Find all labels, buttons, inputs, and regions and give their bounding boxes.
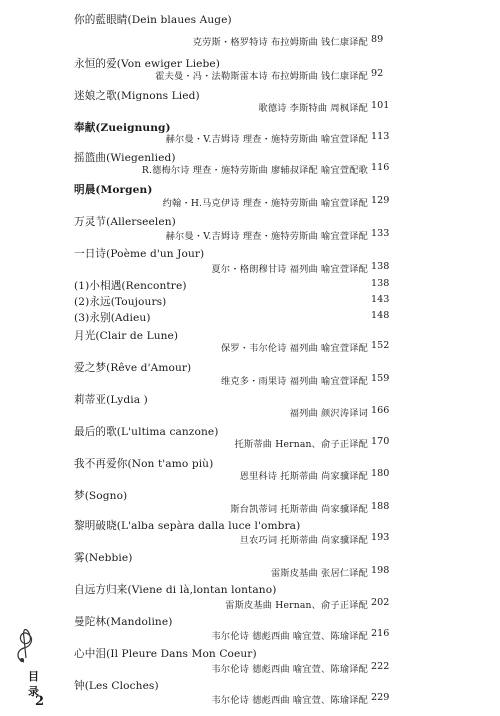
toc-entry-credit: 赫尔曼・V.吉姆诗 理查・施特劳斯曲 喻宜萱译配 [165,231,368,242]
toc-entry-page-number: 216 [371,628,390,639]
toc-entry-page-number: 92 [371,68,384,79]
toc-entry-title: 雾(Nebbie) [74,552,133,564]
toc-entry-page-number: 222 [371,661,390,672]
toc-entry-title: (3)永别(Adieu) [74,312,151,324]
toc-entry-credit: 福列曲 颜沢涛译词 [289,408,368,419]
toc-entry-page-number: 188 [371,501,390,512]
toc-entry-credit: 保罗・韦尔伦诗 福列曲 喻宜萱译配 [220,343,368,354]
toc-entry-credit: 霍夫曼・冯・法勒斯雷本诗 布拉姆斯曲 钱仁康译配 [155,71,368,82]
toc-entry-page-number: 129 [371,195,390,206]
page-number: 2 [35,694,45,709]
toc-entry-credit: 约翰・H.马克伊诗 理查・施特劳斯曲 喻宜萱译配 [162,198,368,209]
toc-entry-title: 梦(Sogno) [74,490,128,502]
toc-entry-title: 莉蒂亚(Lydia ) [74,394,148,406]
toc-entry-credit: 赫尔曼・V.吉姆诗 理查・施特劳斯曲 喻宜萱译配 [165,134,368,145]
toc-entry-credit: 旦农巧词 托斯蒂曲 尚家骥译配 [239,535,368,546]
toc-entry-page-number: 152 [371,340,390,351]
toc-entry-page-number: 101 [371,100,390,111]
toc-entry-page-number: 198 [371,565,390,576]
toc-entry-credit: 恩里科诗 托斯蒂曲 尚家骥译配 [239,471,368,482]
toc-entry-credit: R.德梅尔诗 理查・施特劳斯曲 廖辅叔译配 喻宜萱配歌 [141,165,368,176]
toc-entry-credit: 托斯蒂曲 Hernan、俞子正译配 [234,439,368,450]
toc-entry-credit: 韦尔伦诗 德彪西曲 喻宜萱、陈瑜译配 [211,631,368,642]
toc-entry-credit: 雷斯皮基曲 Hernan、俞子正译配 [225,600,368,611]
toc-entry-credit: 夏尔・格朗穆甘诗 福列曲 喻宜萱译配 [211,264,368,275]
toc-entry-page-number: 193 [371,532,390,543]
toc-entry-title: 奉献(Zueignung) [74,122,171,134]
toc-entry-title: (2)永远(Toujours) [74,296,167,308]
toc-entry-title: 自远方归来(Viene di là,lontan lontano) [74,584,277,596]
toc-entry-page-number: 159 [371,373,390,384]
toc-entry-credit: 韦尔伦诗 德彪西曲 喻宜萱、陈瑜译配 [211,695,368,706]
toc-entry-page-number: 138 [371,261,390,272]
toc-entry-page-number: 143 [371,294,390,305]
toc-entry-title: (1)小相遇(Rencontre) [74,280,187,292]
toc-entry-page-number: 89 [371,34,384,45]
toc-entry-page-number: 133 [371,228,390,239]
toc-entry-title: 曼陀林(Mandoline) [74,616,173,628]
toc-entry-credit: 歌德诗 李斯特曲 周枫译配 [258,103,368,114]
toc-entry-credit: 斯台凯蒂词 托斯蒂曲 尚家骥译配 [230,504,368,515]
toc-entry-page-number: 170 [371,436,390,447]
toc-entry-page-number: 166 [371,405,390,416]
toc-entry-credit: 雷斯皮基曲 张居仁译配 [271,568,368,579]
toc-entry-credit: 维克多・雨果诗 福列曲 喻宜萱译配 [220,376,368,387]
toc-entry-title: 永恒的爱(Von ewiger Liebe) [74,58,221,70]
toc-entry-title: 我不再爱你(Non t'amo più) [74,458,214,470]
toc-entry-title: 黎明破晓(L'alba sepàra dalla luce l'ombra) [74,520,301,532]
toc-entry-page-number: 180 [371,468,390,479]
toc-entry-page-number: 202 [371,597,390,608]
toc-entry-title: 摇篮曲(Wiegenlied) [74,152,176,164]
toc-entry-title: 迷娘之歌(Mignons Lied) [74,90,200,102]
toc-entry-title: 心中泪(Il Pleure Dans Mon Coeur) [74,648,257,660]
toc-entry-page-number: 138 [371,278,390,289]
sidebar-label-lu: 录 [28,685,39,698]
toc-entry-page-number: 116 [371,162,390,173]
toc-entry-title: 你的藍眼睛(Dein blaues Auge) [74,14,232,26]
toc-entry-title: 万灵节(Allerseelen) [74,216,176,228]
toc-entry-page-number: 148 [371,310,390,321]
toc-entry-title: 爱之梦(Rêve d'Amour) [74,362,192,374]
toc-entry-credit: 克劳斯・格罗特诗 布拉姆斯曲 钱仁康译配 [192,37,368,48]
toc-entry-title: 最后的歌(L'ultima canzone) [74,426,219,438]
toc-entry-page-number: 229 [371,692,390,703]
toc-entry-title: 钟(Les Cloches) [74,680,159,692]
toc-entry-title: 月光(Clair de Lune) [74,330,179,342]
toc-entry-page-number: 113 [371,131,390,142]
treble-clef-logo [10,624,38,664]
toc-entry-credit: 韦尔伦诗 德彪西曲 喻宜萱、陈瑜译配 [211,664,368,675]
toc-entry-title: 一日诗(Poème d'un Jour) [74,248,205,260]
toc-entry-title: 明晨(Morgen) [74,184,153,196]
sidebar-label-mu: 目 [28,670,39,683]
